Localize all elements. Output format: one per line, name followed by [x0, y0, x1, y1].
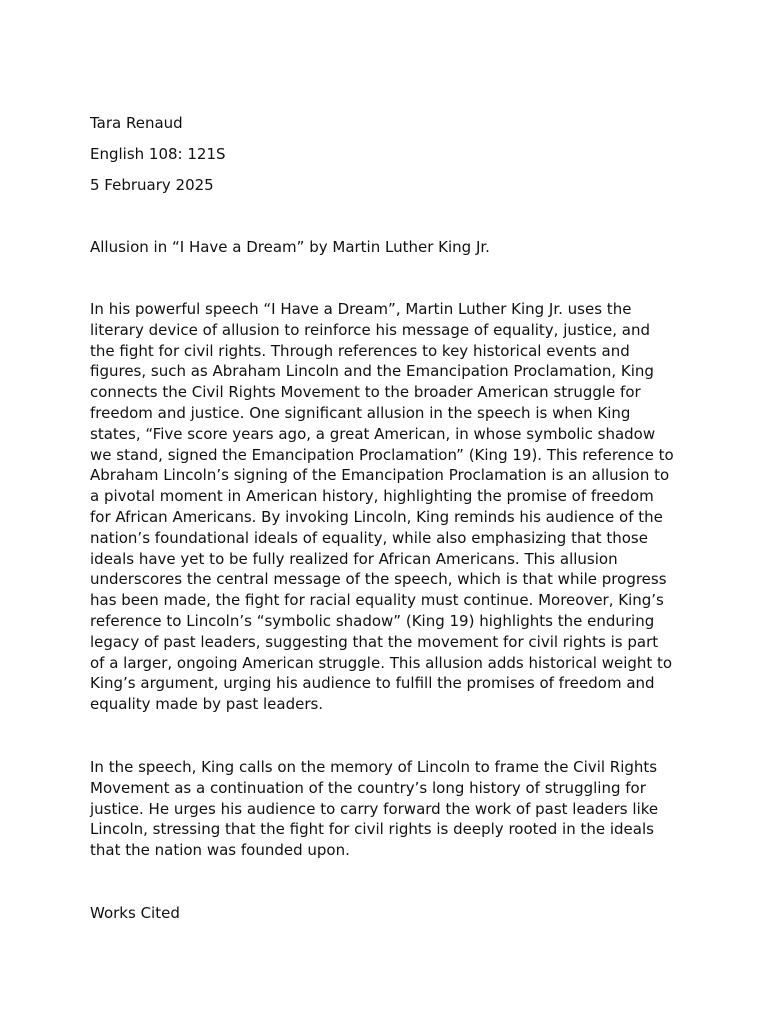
course-name: English 108: 121S: [90, 145, 226, 163]
paragraph-line: In the speech, King calls on the memory of Lincoln to frame the Civil Rights: [90, 758, 658, 776]
works-cited-heading: Works Cited: [90, 904, 180, 922]
paragraph-line: Abraham Lincoln’s signing of the Emancipation Proclamation is an allusion to: [90, 466, 670, 485]
paragraph-line: figures, such as Abraham Lincoln and the Emancipation Proclamation, King: [90, 362, 654, 381]
paragraph-line: has been made, the fight for racial equality must continue. Moreover, King’s: [90, 591, 664, 610]
paragraph-line: justice. He urges his audience to carry forward the work of past leaders like: [90, 799, 659, 818]
paragraph-line: connects the Civil Rights Movement to the broader American struggle for: [90, 383, 641, 402]
body-paragraph-2: [90, 757, 690, 861]
body-paragraph-1: [90, 299, 690, 715]
paragraph-line: that the nation was founded upon.: [90, 841, 350, 860]
paragraph-line: reference to Lincoln’s “symbolic shadow” (King 19) highlights the enduring: [90, 611, 655, 630]
paragraph-line: we stand, signed the Emancipation Proclamation” (King 19). This reference to: [90, 445, 674, 464]
paragraph-line: King’s argument, urging his audience to fulfill the promises of freedom and: [90, 674, 655, 693]
paragraph-line: equality made by past leaders.: [90, 695, 324, 714]
paragraph-line: freedom and justice. One significant allusion in the speech is when King: [90, 403, 631, 422]
paragraph-line: states, “Five score years ago, a great American, in whose symbolic shadow: [90, 424, 656, 443]
essay-title: Allusion in “I Have a Dream” by Martin Luther King Jr.: [90, 238, 490, 256]
author-name: Tara Renaud: [90, 114, 183, 132]
paragraph-line: of a larger, ongoing American struggle. This allusion adds historical weight to: [90, 653, 673, 672]
paragraph-line: Lincoln, stressing that the fight for civil rights is deeply rooted in the ideals: [90, 820, 654, 839]
paragraph-line: for African Americans. By invoking Lincoln, King reminds his audience of the: [90, 507, 663, 526]
paragraph-line: legacy of past leaders, suggesting that the movement for civil rights is part: [90, 632, 659, 651]
paragraph-line: nation’s foundational ideals of equality, while also emphasizing that those: [90, 528, 648, 547]
paragraph-line: Movement as a continuation of the country’s long history of struggling for: [90, 778, 646, 797]
paragraph-line: underscores the central message of the speech, which is that while progress: [90, 570, 667, 589]
essay-date: 5 February 2025: [90, 176, 214, 194]
paragraph-line: a pivotal moment in American history, highlighting the promise of freedom: [90, 487, 654, 506]
paragraph-line: In his powerful speech “I Have a Dream”, Martin Luther King Jr. uses the: [90, 300, 632, 318]
paragraph-line: ideals have yet to be fully realized for African Americans. This allusion: [90, 549, 618, 568]
paragraph-line: the fight for civil rights. Through references to key historical events and: [90, 341, 630, 360]
paragraph-line: literary device of allusion to reinforce his message of equality, justice, and: [90, 320, 650, 339]
